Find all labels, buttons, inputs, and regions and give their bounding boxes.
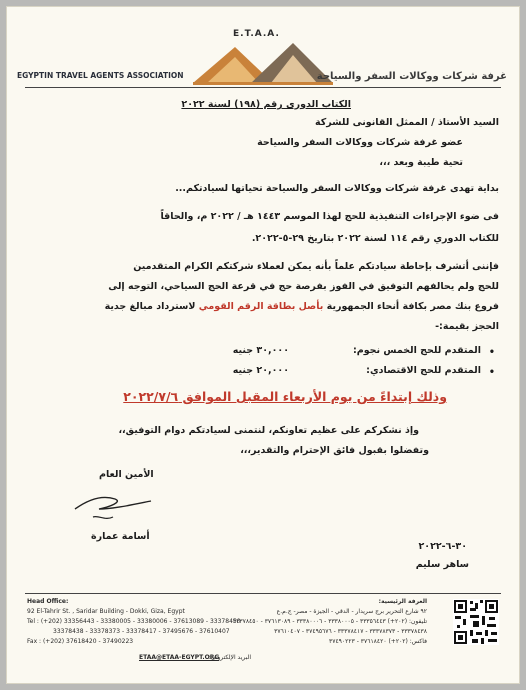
paragraph-2-line-3 (105, 301, 499, 312)
intro-paragraph: بداية تهدى غرفة شركات ووكالات السفر والسياحة تحياتها لسيادتكم... (175, 183, 499, 194)
paragraph-1-line-2: للكتاب الدوري رقم ١١٤ لسنة ٢٠٢٢ بتاريخ ٢٩-٥-٢٠٢٢. (251, 233, 499, 244)
org-name-english: EGYPTIN TRAVEL AGENTS ASSOCIATION (17, 71, 184, 80)
footer-tel-ar-2: ٣٣٣٧٨٤٣٨ - ٣٣٣٧٨٣٧٣ - ٣٣٣٧٨٤١٧ - ٣٧٤٩٥٦٧٦ - ٣٧٦١٠٤٠٧ (274, 628, 427, 635)
logo-acronym: E.T.A.A. (233, 29, 280, 39)
footer-head-office-en: Head Office: (27, 598, 69, 605)
typist-name: ساهر سليم (415, 559, 469, 570)
effective-date-highlight: وذلك إبتداءً من يوم الأربعاء المقبل الموافق ٢٠٢٢/٧/٦ (123, 389, 447, 404)
signer-title: الأمين العام (99, 469, 154, 480)
footer-divider (25, 593, 501, 594)
paragraph-2-text-a: فروع بنك مصر بكافة أنحاء الجمهورية (323, 301, 499, 312)
footer-tel-en-2: 33378438 - 33378373 - 33378417 - 37495676 - 37610407 (53, 628, 230, 635)
footer-head-office-ar: الغرفة الرئيسية: (378, 598, 427, 605)
footer-address-en: 92 El-Tahrir St. , Saridar Building - Dokki, Giza, Egypt (27, 608, 185, 615)
footer-fax-ar: فاكس: (٢٠٢+) ٣٧٦١٨٤٢٠ - ٣٧٤٩٠٢٢٣ (329, 638, 427, 645)
footer-email-label: البريد الإلكتروني: (208, 654, 251, 661)
paragraph-2-text-b: لاسترداد مبالغ جدية (104, 301, 199, 312)
amount-economy-value: ٢٠,٠٠٠ جنيه (232, 365, 289, 376)
amount-five-star-label: المتقدم للحج الخمس نجوم: (352, 345, 481, 356)
letter-reference: الكتاب الدورى رقم (١٩٨) لسنة ٢٠٢٢ (181, 99, 351, 110)
amount-economy-label: المتقدم للحج الاقتصادي: (366, 365, 481, 376)
qr-code (453, 599, 499, 645)
signature-image (69, 487, 159, 529)
recipient-line-2: عضو غرفة شركات ووكالات السفر والسياحة (257, 137, 463, 148)
footer-tel-en-1: Tel : (+202) 33356443 - 33380005 - 33380006 - 37613089 - 33378450 (27, 618, 241, 625)
pyramids-logo (193, 39, 333, 85)
org-name-arabic: غرفة شركات ووكالات السفر والسياحة (316, 71, 507, 82)
list-bullet-2: • (488, 367, 495, 378)
paragraph-2-line-2: للحج ولم يحالفهم التوفيق في الفوز بفرصة حج في قرعة الحج السياحي، التوجه إلى (108, 281, 499, 292)
paragraph-1-line-1: فى ضوء الإجراءات التنفيذية للحج لهذا الموسم ١٤٤٣ هـ / ٢٠٢٢ م، والحاقاً (160, 211, 499, 222)
recipient-line-1: السيد الأستاذ / الممثل القانونى للشركة (314, 117, 499, 128)
paragraph-2-line-1: فإننى أتشرف بإحاطة سيادتكم علماً بأنه يمكن لعملاء شركتكم الكرام المتقدمين (133, 261, 499, 272)
greeting: تحية طيبة وبعد ،،، (379, 157, 463, 168)
letter-page (6, 6, 520, 684)
signer-name: أسامة عمارة (91, 531, 150, 542)
footer-email-link[interactable]: ETAA@ETAA-EGYPT.ORG (139, 654, 220, 661)
footer-tel-ar-1: تليفون: (٢٠٢+) ٣٣٣٥٦٤٤٣ - ٣٣٣٨٠٠٠٥ - ٣٣٣٨٠٠٠٦ - ٣٧٦١٣٠٨٩ - ٣٣٣٧٨٤٥٠ (232, 618, 427, 625)
header-divider (25, 87, 501, 88)
closing-thanks: وإذ نشكركم على عظيم تعاونكم، لنتمنى لسيادتكم دوام التوفيق،، (118, 425, 419, 436)
footer-address-ar: ٩٢ شارع التحرير برج سريدار - الدقي - الجيزة - مصر- ج.م.ع (276, 608, 427, 615)
letter-date: ٣٠-٦-٢٠٢٢ (418, 541, 467, 552)
footer-fax-en: Fax : (+202) 37618420 - 37490223 (27, 638, 134, 645)
paragraph-2-line-4: الحجز بقيمة:- (435, 321, 499, 332)
national-id-highlight: بأصل بطاقة الرقم القومي (198, 301, 324, 312)
closing-regards: وتفضلوا بقبول فائق الإحترام والتقدير،،، (240, 445, 429, 456)
list-bullet-1: • (488, 347, 495, 358)
amount-five-star-value: ٣٠,٠٠٠ جنيه (232, 345, 289, 356)
